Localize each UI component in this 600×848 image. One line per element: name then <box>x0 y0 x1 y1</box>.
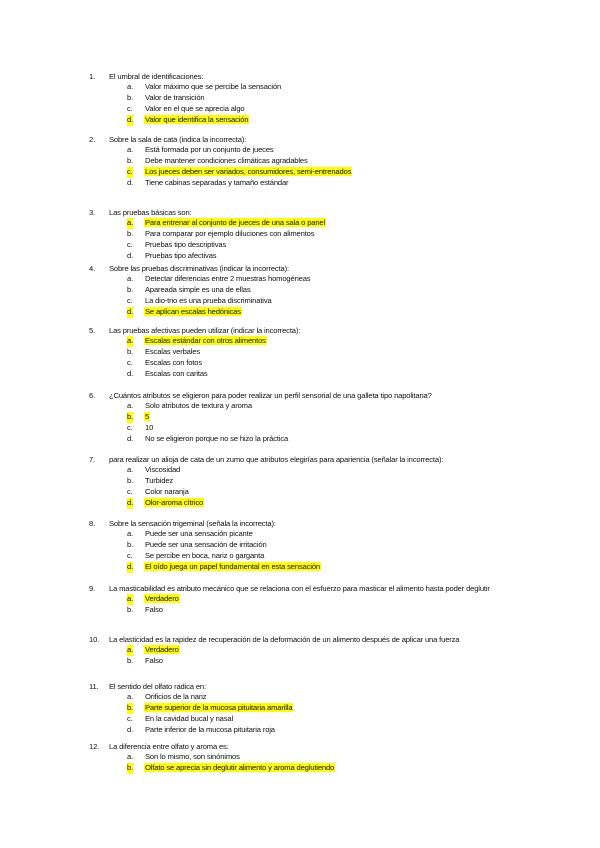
option-letter: b. <box>127 703 134 713</box>
question-11 <box>89 682 559 736</box>
question-number: 5. <box>89 326 96 335</box>
answer-option <box>89 434 559 445</box>
option-letter: c. <box>127 240 133 250</box>
answer-option <box>89 93 559 104</box>
option-letter: c. <box>127 167 133 177</box>
option-letter: d. <box>127 725 134 735</box>
question-number: 7. <box>89 455 96 464</box>
answer-option <box>89 562 559 573</box>
option-letter: c. <box>127 551 133 561</box>
highlighted-answer-text: Valor que identifica la sensación <box>145 115 249 125</box>
highlighted-answer-text: Para entrenar al conjunto de jueces de una sala o panel <box>145 218 326 228</box>
question-line <box>89 135 559 145</box>
option-text: Está formada por un conjunto de jueces <box>145 145 274 155</box>
option-text: Valor en el que se aprecia algo <box>145 104 245 114</box>
option-letter: c. <box>127 714 133 724</box>
question-line <box>89 519 559 529</box>
option-text: Valor de transición <box>145 93 205 103</box>
option-text: Solo atributos de textura y aroma <box>145 401 252 411</box>
question-9 <box>89 584 559 616</box>
highlighted-answer-text: Parte superior de la mucosa pituitaria amarilla <box>145 703 293 713</box>
highlighted-answer-text: Se aplican escalas hedónicas <box>145 307 241 317</box>
answer-option <box>89 347 559 358</box>
highlighted-answer-text: Olor-aroma cítrico <box>145 498 204 508</box>
option-letter: a. <box>127 645 134 655</box>
option-text: Tiene cabinas separadas y tamaño estándar <box>145 178 289 188</box>
question-number: 4. <box>89 264 96 273</box>
answer-option <box>89 240 559 251</box>
answer-option <box>89 551 559 562</box>
question-text: El umbral de identificaciones: <box>109 72 204 81</box>
option-text: Son lo mismo, son sinónimos <box>145 752 240 762</box>
question-line <box>89 742 559 752</box>
question-7 <box>89 455 559 509</box>
answer-option <box>89 412 559 423</box>
question-3 <box>89 208 559 262</box>
question-line <box>89 455 559 465</box>
answer-option <box>89 229 559 240</box>
answer-option <box>89 423 559 434</box>
option-letter: b. <box>127 412 134 422</box>
answer-option <box>89 763 559 774</box>
option-letter: b. <box>127 285 134 295</box>
question-text: La masticabilidad es atributo mecánico que se relaciona con el esfuerzo para masticar el alimento hasta poder deglutir <box>109 584 490 593</box>
option-letter: c. <box>127 296 133 306</box>
question-line <box>89 584 559 594</box>
option-letter: b. <box>127 605 134 615</box>
question-text: ¿Cuántos atributos se eligieron para poder realizar un perfil sensorial de una galleta tipo napolitana? <box>109 391 432 400</box>
question-1 <box>89 72 559 126</box>
answer-option <box>89 725 559 736</box>
answer-option <box>89 594 559 605</box>
option-text: Viscosidad <box>145 465 181 475</box>
option-text: Escalas verbales <box>145 347 201 357</box>
answer-option <box>89 251 559 262</box>
answer-option <box>89 167 559 178</box>
option-text: No se eligieron porque no se hizo la práctica <box>145 434 289 444</box>
question-text: Sobre las pruebas discriminativas (indicar la incorrecta): <box>109 264 289 273</box>
option-text: Detectar diferencias entre 2 muestras homogéneas <box>145 274 311 284</box>
option-letter: d. <box>127 434 134 444</box>
answer-option <box>89 540 559 551</box>
highlighted-answer-text: Los jueces deben ser variados, consumidores, semi-entrenados <box>145 167 352 177</box>
option-letter: c. <box>127 487 133 497</box>
option-text: Valor máximo que se percibe la sensación <box>145 82 282 92</box>
answer-option <box>89 369 559 380</box>
highlighted-answer-text: Olfato se aprecia sin deglutir alimento y aroma deglutiendo <box>145 763 335 773</box>
question-6 <box>89 391 559 445</box>
question-text: La diferencia entre olfato y aroma es: <box>109 742 229 751</box>
option-letter: d. <box>127 369 134 379</box>
option-text: Falso <box>145 605 163 615</box>
answer-option <box>89 645 559 656</box>
answer-option <box>89 529 559 540</box>
answer-option <box>89 296 559 307</box>
question-line <box>89 682 559 692</box>
question-number: 11. <box>89 682 99 691</box>
option-letter: d. <box>127 498 134 508</box>
option-text: Parte inferior de la mucosa pituitaria roja <box>145 725 275 735</box>
option-text: Color naranja <box>145 487 189 497</box>
highlighted-answer-text: Escalas estándar con otros alimentos <box>145 336 266 346</box>
question-number: 10. <box>89 635 100 644</box>
answer-option <box>89 336 559 347</box>
option-letter: a. <box>127 274 134 284</box>
question-text: El sentido del olfato radica en: <box>109 682 206 691</box>
answer-option <box>89 145 559 156</box>
option-text: Escalas con caritas <box>145 369 208 379</box>
question-text: Las pruebas básicas son: <box>109 208 192 217</box>
option-letter: a. <box>127 82 134 92</box>
option-letter: d. <box>127 562 134 572</box>
option-text: Falso <box>145 656 163 666</box>
question-12 <box>89 742 559 774</box>
option-letter: b. <box>127 656 134 666</box>
option-letter: d. <box>127 307 134 317</box>
answer-option <box>89 104 559 115</box>
answer-option <box>89 487 559 498</box>
option-letter: b. <box>127 93 134 103</box>
answer-option <box>89 476 559 487</box>
answer-option <box>89 401 559 412</box>
option-letter: a. <box>127 594 134 604</box>
option-text: Debe mantener condiciones climáticas agradables <box>145 156 308 166</box>
option-letter: a. <box>127 145 134 155</box>
option-text: La dio-trio es una prueba discriminativa <box>145 296 272 306</box>
question-line <box>89 635 559 645</box>
question-2 <box>89 135 559 189</box>
option-text: Se percibe en boca, nariz o garganta <box>145 551 265 561</box>
question-line <box>89 326 559 336</box>
option-text: Turbidez <box>145 476 174 486</box>
option-letter: c. <box>127 423 133 433</box>
question-number: 3. <box>89 208 96 217</box>
question-text: La elasticidad es la rapidez de recuperación de la deformación de un alimento después de aplicar una fuerza <box>109 635 460 644</box>
question-text: Sobre la sala de cata (indica la incorrecta): <box>109 135 247 144</box>
answer-option <box>89 358 559 369</box>
option-text: Orificios de la nariz <box>145 692 207 702</box>
option-text: En la cavidad bucal y nasal <box>145 714 233 724</box>
question-text: Las pruebas afectivas pueden utilizar (indicar la incorrecta): <box>109 326 301 335</box>
question-number: 8. <box>89 519 96 528</box>
answer-option <box>89 156 559 167</box>
option-text: Pruebas tipo afectivas <box>145 251 217 261</box>
question-10 <box>89 635 559 667</box>
option-letter: a. <box>127 218 134 228</box>
answer-option <box>89 498 559 509</box>
option-text: Pruebas tipo descriptivas <box>145 240 227 250</box>
question-5 <box>89 326 559 380</box>
option-letter: a. <box>127 692 134 702</box>
answer-option <box>89 692 559 703</box>
option-text: Puede ser una sensación de irritación <box>145 540 267 550</box>
option-letter: a. <box>127 465 134 475</box>
answer-option <box>89 714 559 725</box>
answer-option <box>89 178 559 189</box>
question-number: 1. <box>89 72 96 81</box>
question-text: Sobre la sensación trigeminal (señala la incorrecta): <box>109 519 276 528</box>
option-letter: a. <box>127 336 134 346</box>
question-line <box>89 208 559 218</box>
option-letter: c. <box>127 104 133 114</box>
answer-option <box>89 82 559 93</box>
option-letter: d. <box>127 251 134 261</box>
answer-option <box>89 274 559 285</box>
question-line <box>89 264 559 274</box>
option-letter: c. <box>127 358 133 368</box>
question-number: 9. <box>89 584 96 593</box>
answer-option <box>89 465 559 476</box>
highlighted-answer-text: 5 <box>145 412 150 422</box>
answer-option <box>89 115 559 126</box>
question-4 <box>89 264 559 318</box>
option-letter: b. <box>127 347 134 357</box>
answer-option <box>89 218 559 229</box>
option-letter: b. <box>127 540 134 550</box>
option-letter: d. <box>127 115 134 125</box>
option-text: Escalas con fotos <box>145 358 202 368</box>
option-letter: a. <box>127 401 134 411</box>
option-letter: b. <box>127 763 134 773</box>
answer-option <box>89 703 559 714</box>
answer-option <box>89 285 559 296</box>
answer-option <box>89 656 559 667</box>
option-text: Para comparar por ejemplo diluciones con alimentos <box>145 229 315 239</box>
highlighted-answer-text: Verdadero <box>145 594 179 604</box>
highlighted-answer-text: Verdadero <box>145 645 179 655</box>
option-letter: a. <box>127 529 134 539</box>
highlighted-answer-text: El oído juega un papel fundamental en esta sensación <box>145 562 321 572</box>
question-number: 2. <box>89 135 96 144</box>
question-number: 12. <box>89 742 100 751</box>
option-letter: b. <box>127 156 134 166</box>
option-letter: b. <box>127 476 134 486</box>
option-text: 10 <box>145 423 154 433</box>
option-text: Apareada simple es una de ellas <box>145 285 251 295</box>
answer-option <box>89 605 559 616</box>
option-letter: d. <box>127 178 134 188</box>
option-text: Puede ser una sensación picante <box>145 529 253 539</box>
question-8 <box>89 519 559 573</box>
question-line <box>89 72 559 82</box>
option-letter: b. <box>127 229 134 239</box>
answer-option <box>89 307 559 318</box>
option-letter: a. <box>127 752 134 762</box>
question-text: para realizar un alioja de cata de un zumo que atributos elegirías para apariencia (señalar la incorrecta): <box>109 455 444 464</box>
question-line <box>89 391 559 401</box>
question-number: 6. <box>89 391 96 400</box>
answer-option <box>89 752 559 763</box>
